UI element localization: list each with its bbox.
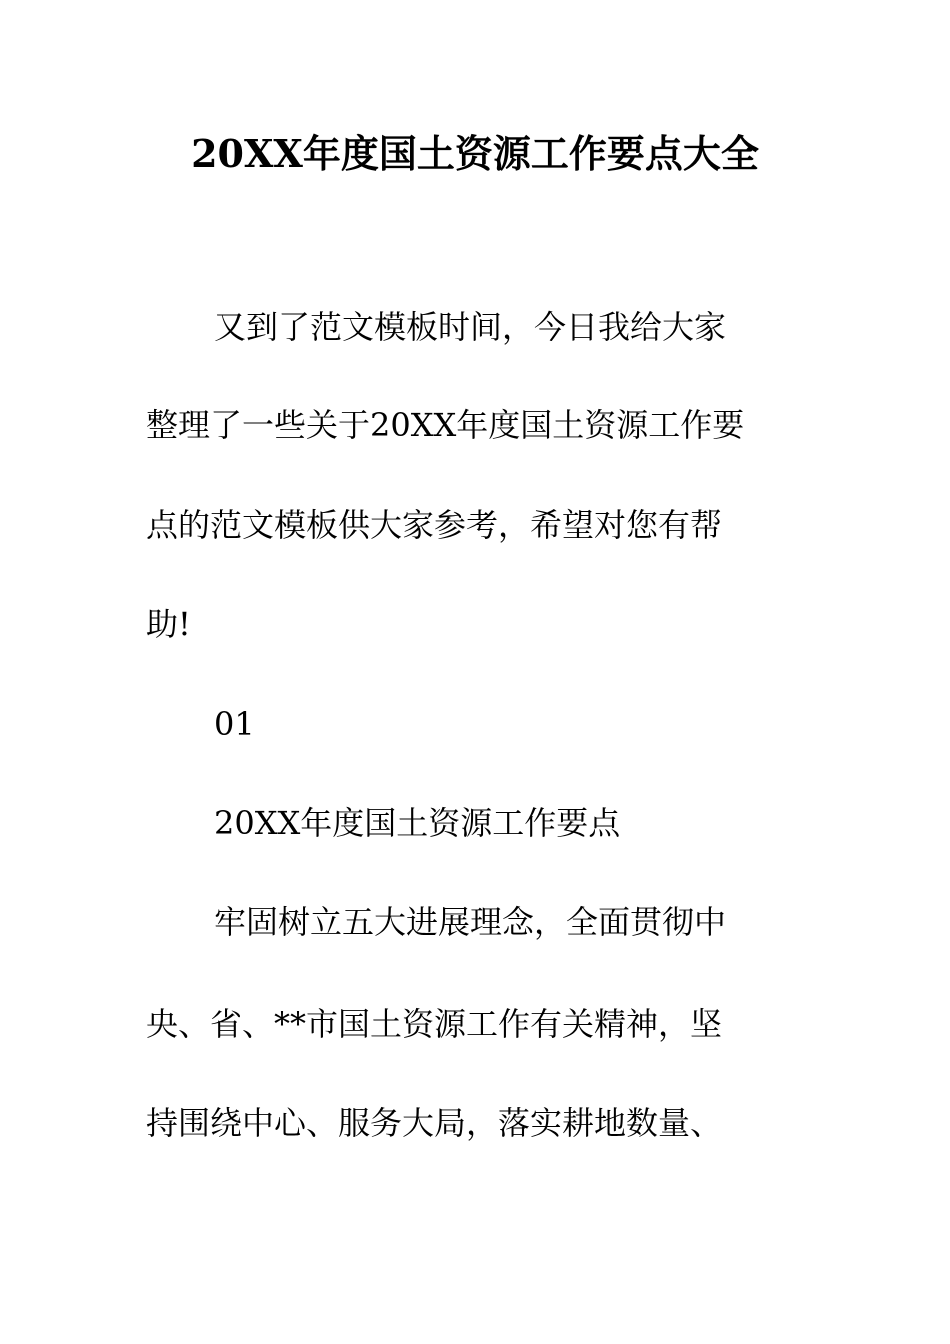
body-line-3: 持围绕中心、服务大局，落实耕地数量、 [146, 1104, 723, 1142]
document-title: 20XX年度国土资源工作要点大全 [191, 131, 759, 176]
intro-line-1: 又到了范文模板时间，今日我给大家 [214, 308, 727, 346]
intro-line-2: 整理了一些关于20XX年度国土资源工作要 [146, 406, 745, 444]
body-line-1: 牢固树立五大进展理念，全面贯彻中 [214, 903, 727, 941]
intro-line-3: 点的范文模板供大家参考，希望对您有帮 [146, 506, 723, 544]
intro-line-4: 助! [146, 605, 191, 643]
body-line-2: 央、省、**市国土资源工作有关精神，坚 [146, 1005, 723, 1043]
section-number: 01 [214, 705, 255, 743]
section-title: 20XX年度国土资源工作要点 [214, 804, 621, 842]
